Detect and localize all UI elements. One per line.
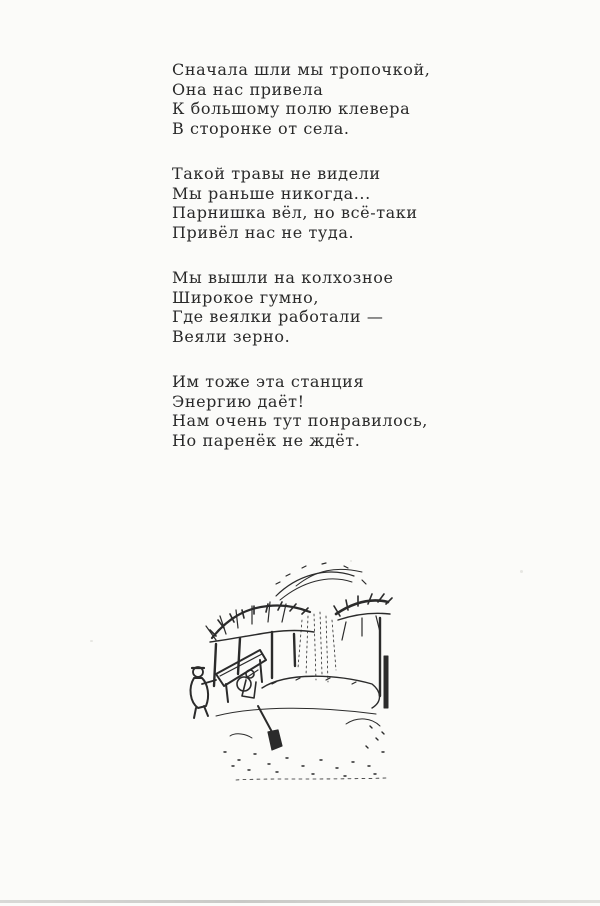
stanza-2: [172, 164, 492, 242]
grain-heap: [216, 676, 380, 716]
thatched-roof-right: [334, 594, 392, 640]
paper-speck: [520, 570, 523, 573]
poem-line: Широкое гумно,: [172, 287, 320, 307]
poem-line: Сначала шли мы тропочкой,: [172, 60, 431, 79]
threshing-floor-illustration: [176, 556, 396, 786]
winnowing-machine: [216, 650, 266, 702]
page-bottom-edge: [0, 900, 600, 903]
poem-line: К большому полю клевера: [172, 99, 411, 118]
poem-line: Мы вышли на колхозное: [172, 268, 394, 287]
poem-line: Веяли зерно.: [172, 326, 291, 346]
thatched-roof: [206, 602, 314, 642]
poem-line: Парнишка вёл, но всё-таки: [172, 203, 418, 222]
shovel: [258, 706, 282, 750]
stanza-1: [172, 60, 492, 138]
paper-speck: [350, 560, 352, 562]
stanza-4: [172, 372, 492, 450]
poem-line: Где веялки работали —: [172, 307, 384, 326]
poem-line: В сторонке от села.: [172, 118, 350, 138]
poem-line: Нам очень тут понравилось,: [172, 411, 428, 430]
poem-line: Привёл нас не туда.: [172, 222, 355, 242]
grain-spray: [276, 563, 366, 682]
poem-line: Но паренёк не ждёт.: [172, 430, 361, 450]
scattered-grain: [224, 726, 386, 780]
poem: [172, 60, 492, 476]
paper-speck: [90, 640, 93, 642]
poem-line: Им тоже эта станция: [172, 372, 365, 391]
poem-line: Энергию даёт!: [172, 391, 305, 411]
poem-line: Она нас привела: [172, 79, 324, 99]
poem-line: Такой травы не видели: [172, 164, 381, 183]
poem-line: Мы раньше никогда...: [172, 183, 371, 203]
stanza-3: [172, 268, 492, 346]
